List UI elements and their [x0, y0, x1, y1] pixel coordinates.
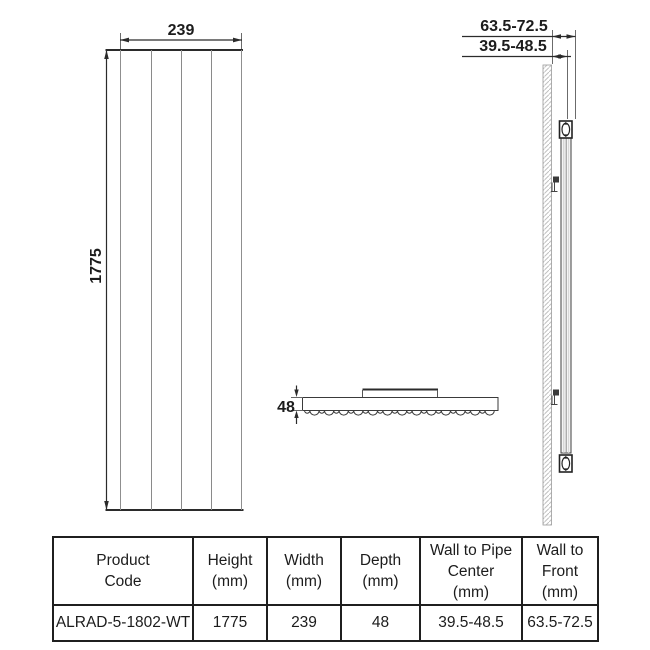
cell-width: 239 [267, 605, 341, 641]
wall-to-front-label: 63.5-72.5 [480, 18, 548, 35]
cell-depth: 48 [341, 605, 420, 641]
header-line: Height [207, 552, 253, 569]
header-product-code [53, 537, 193, 605]
arrow-down-icon [104, 501, 109, 510]
top-valve [560, 121, 573, 138]
width-dimension-label: 239 [167, 22, 195, 39]
arrow-right-icon [567, 34, 576, 38]
lower-wall-bracket [551, 390, 559, 405]
header-line: Wall to [536, 541, 584, 559]
front-view [106, 50, 244, 510]
header-line: Width [284, 552, 324, 569]
header-line: Depth [359, 552, 402, 569]
header-line: Front [541, 562, 579, 580]
arrow-left-icon [552, 34, 561, 38]
header-line: Code [104, 573, 142, 590]
panel-divider-lines [152, 50, 212, 510]
header-line: Product [96, 552, 150, 569]
header-height [193, 537, 267, 605]
arrow-left-icon [120, 38, 129, 43]
cell-wall-to-front: 63.5-72.5 [522, 605, 598, 641]
bottom-view [303, 390, 499, 416]
front-height-dimension [88, 50, 109, 510]
header-line: Center [447, 562, 495, 580]
radiator-side-profile [561, 138, 571, 453]
wall-to-pipe-label: 39.5-48.5 [479, 38, 547, 55]
arrow-up-icon [294, 411, 298, 419]
wall-to-front-dimension [462, 18, 576, 119]
wall-to-pipe-dimension [462, 38, 571, 119]
depth-dimension-label: 48 [277, 399, 295, 416]
header-line: Wall to Pipe [429, 541, 513, 559]
table-data-row [53, 605, 598, 641]
header-line: (mm) [541, 583, 579, 601]
table-header-row [53, 537, 598, 605]
front-width-dimension [120, 22, 242, 49]
depth-dimension [277, 386, 303, 425]
arrow-down-icon [294, 390, 298, 398]
height-dimension-label: 1775 [88, 248, 105, 284]
header-depth [341, 537, 420, 605]
header-wall-to-pipe [420, 537, 522, 605]
arrow-up-icon [104, 50, 109, 59]
header-width [267, 537, 341, 605]
header-line: (mm) [211, 573, 249, 590]
wall-section [543, 65, 552, 525]
arrow-right-icon [559, 54, 568, 58]
cell-product-code: ALRAD-5-1802-WT [53, 605, 193, 641]
arrow-right-icon [233, 38, 242, 43]
side-view [543, 65, 572, 525]
header-line: (mm) [285, 573, 323, 590]
header-line: (mm) [452, 583, 490, 601]
cell-height: 1775 [193, 605, 267, 641]
convector-fins [305, 411, 495, 416]
upper-wall-bracket [551, 177, 559, 192]
cell-wall-to-pipe: 39.5-48.5 [420, 605, 522, 641]
header-wall-to-front [522, 537, 598, 605]
bottom-valve [560, 455, 573, 472]
spec-table [52, 536, 599, 642]
header-line: (mm) [362, 573, 399, 590]
